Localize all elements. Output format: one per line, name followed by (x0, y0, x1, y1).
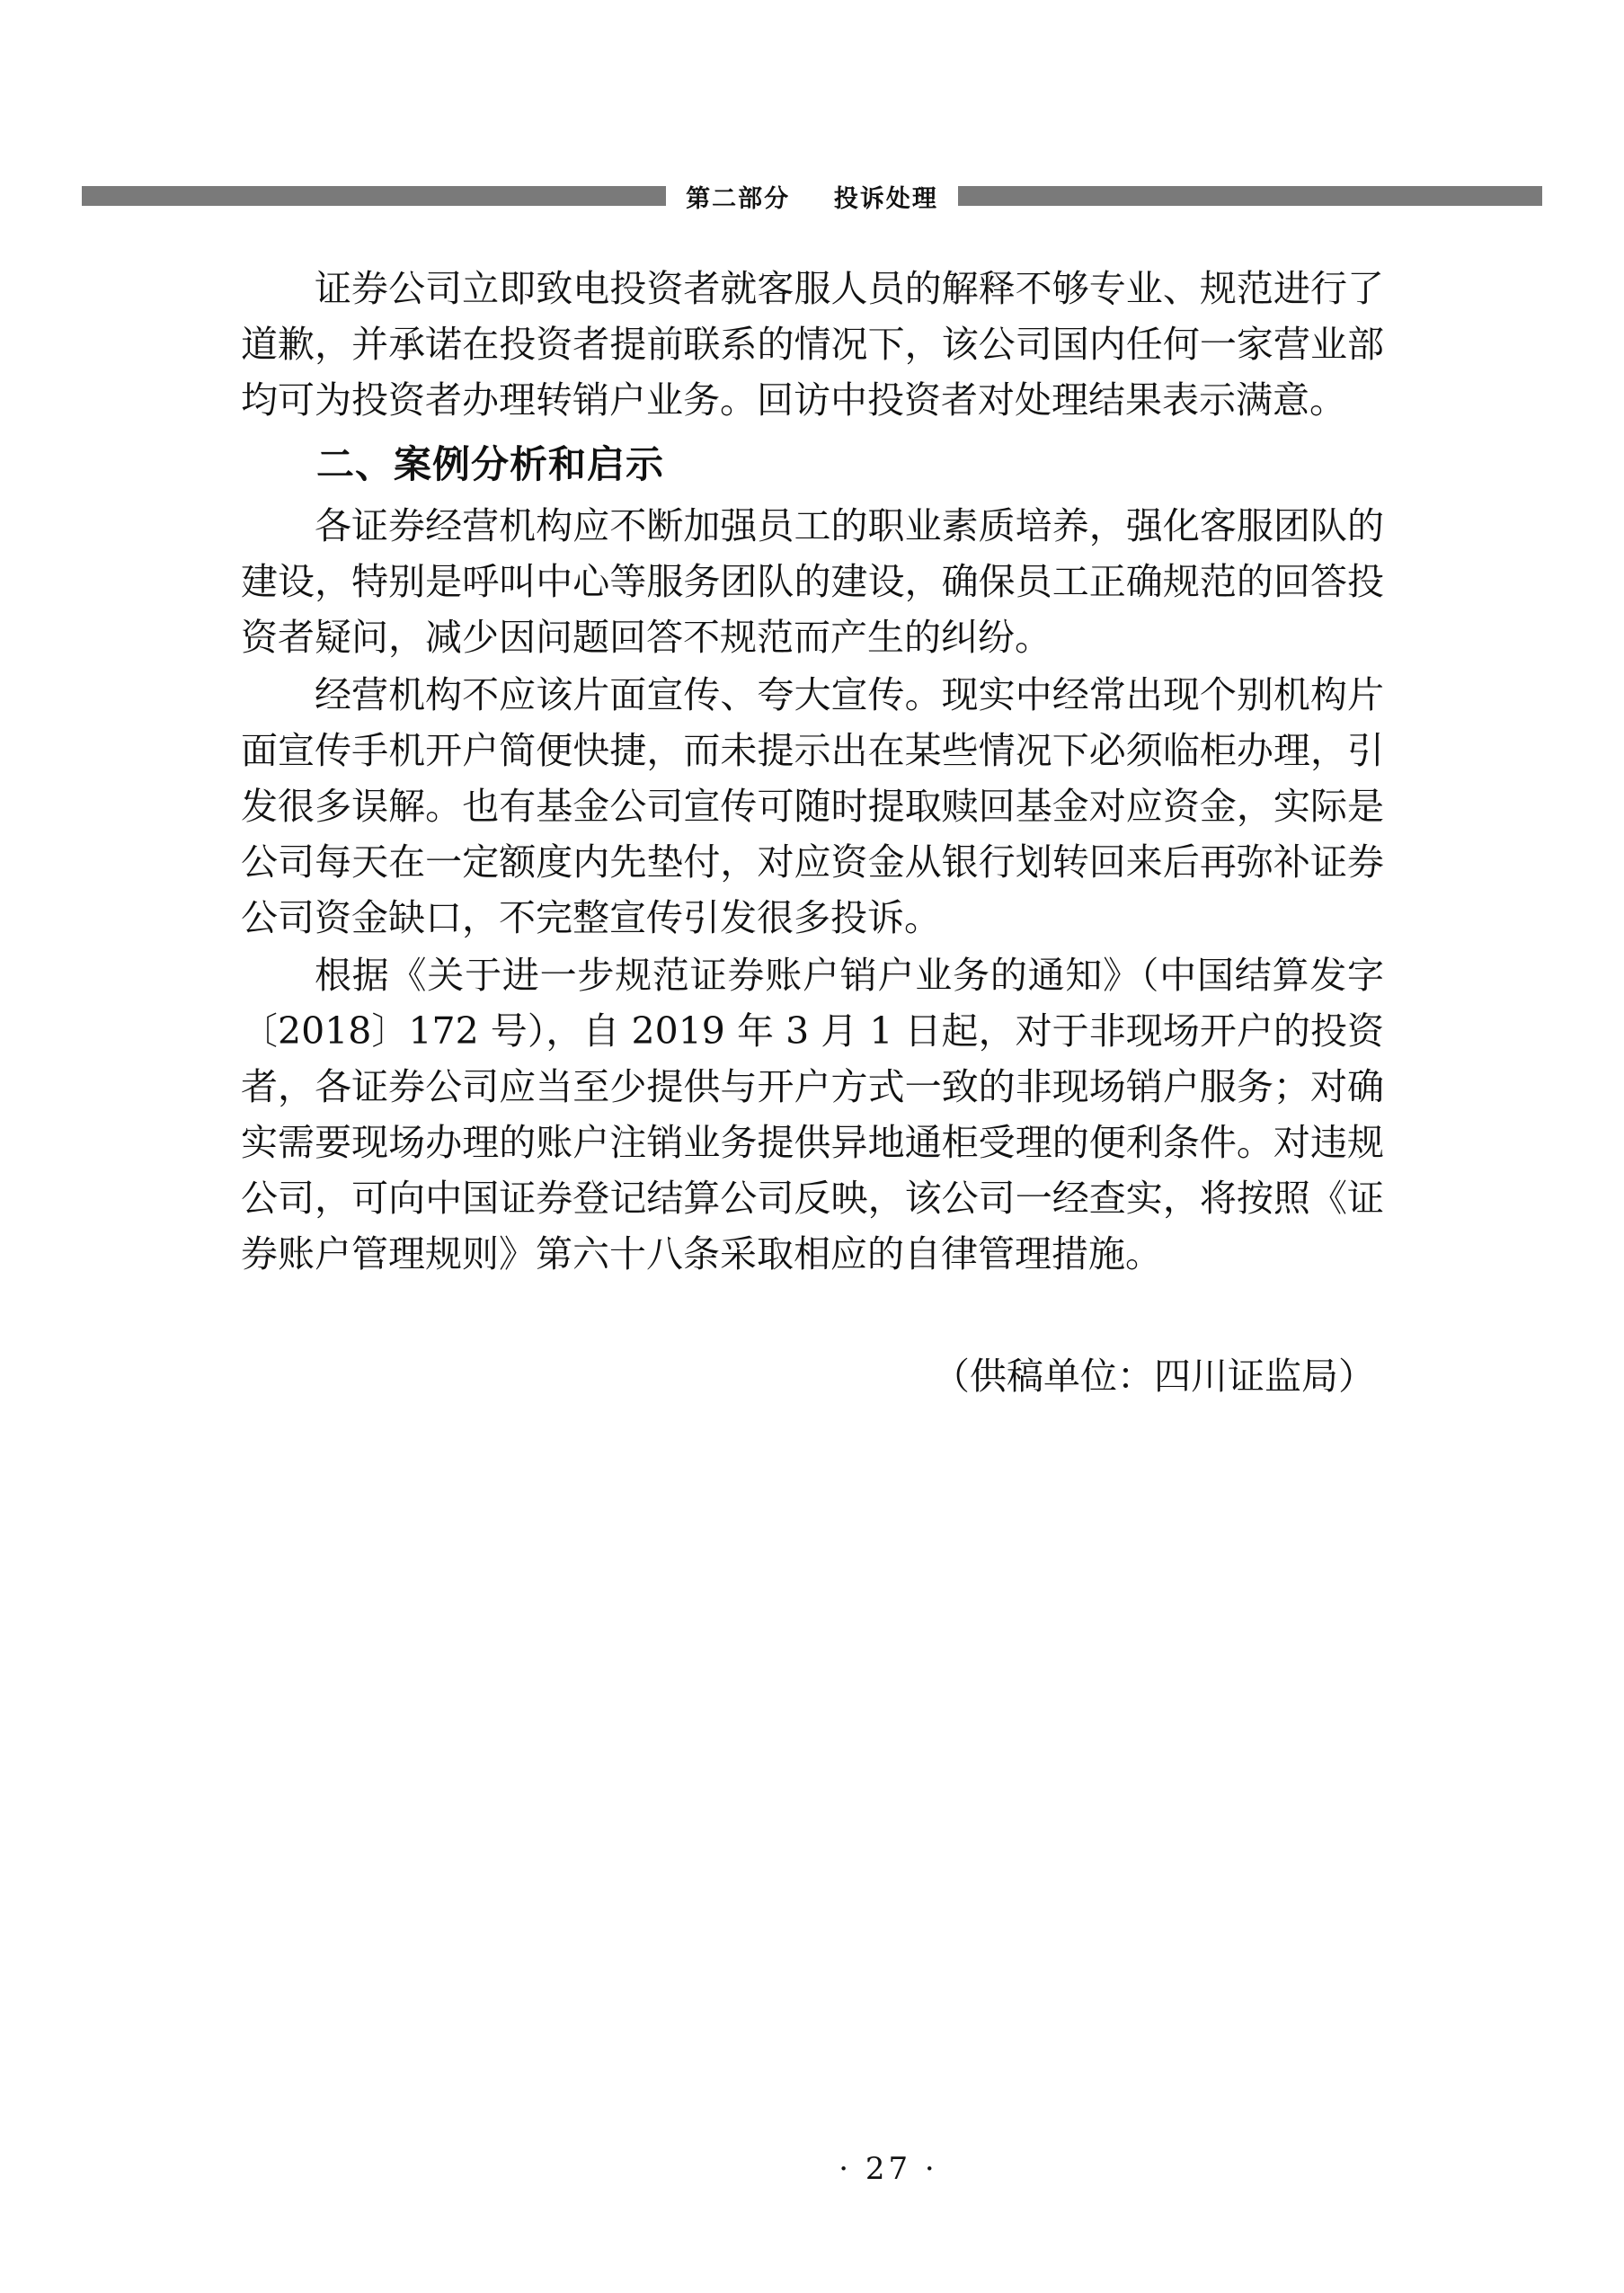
header-rule-left (82, 186, 666, 206)
paragraph-analysis-3: 根据《关于进一步规范证券账户销户业务的通知》（中国结算发字〔2018〕172 号），自 2019 年 3 月 1 日起，对于非现场开户的投资者，各证券公司应当至少提供与开户方式一致的非现场销户服务；对确实需要现场办理的账户注销业务提供异地通柜受理的便利条件。对违规公司，可向中国证券登记结算公司反映，该公司一经查实，将按照《证券账户管理规则》第六十八条采取相应的自律管理措施。 (241, 954, 1384, 1275)
header-section-label: 投诉处理 (833, 184, 938, 213)
paragraph-intro: 证券公司立即致电投资者就客服人员的解释不够专业、规范进行了道歉，并承诺在投资者提前联系的情况下，该公司国内任何一家营业部均可为投资者办理转销户业务。回访中投资者对处理结果表示满意。 (241, 267, 1384, 422)
page-body (241, 261, 1384, 1404)
header-rule-right (958, 186, 1542, 206)
paragraph-analysis-1: 各证券经营机构应不断加强员工的职业素质培养，强化客服团队的建设，特别是呼叫中心等服务团队的建设，确保员工正确规范的回答投资者疑问，减少因问题回答不规范而产生的纠纷。 (241, 504, 1384, 659)
header-part-label: 第二部分 (686, 184, 791, 213)
running-header (0, 178, 1624, 214)
section-heading: 二、案例分析和启示 (316, 442, 665, 486)
paragraph-analysis-2: 经营机构不应该片面宣传、夸大宣传。现实中经常出现个别机构片面宣传手机开户简便快捷，而未提示出在某些情况下必须临柜办理，引发很多误解。也有基金公司宣传可随时提取赎回基金对应资金，实际是公司每天在一定额度内先垫付，对应资金从银行划转回来后再弥补证券公司资金缺口，不完整宣传引发很多投诉。 (241, 673, 1384, 939)
header-title (666, 179, 958, 214)
contributor-signature: （供稿单位：四川证监局） (933, 1355, 1375, 1398)
page-number: · 27 · (839, 2151, 938, 2187)
